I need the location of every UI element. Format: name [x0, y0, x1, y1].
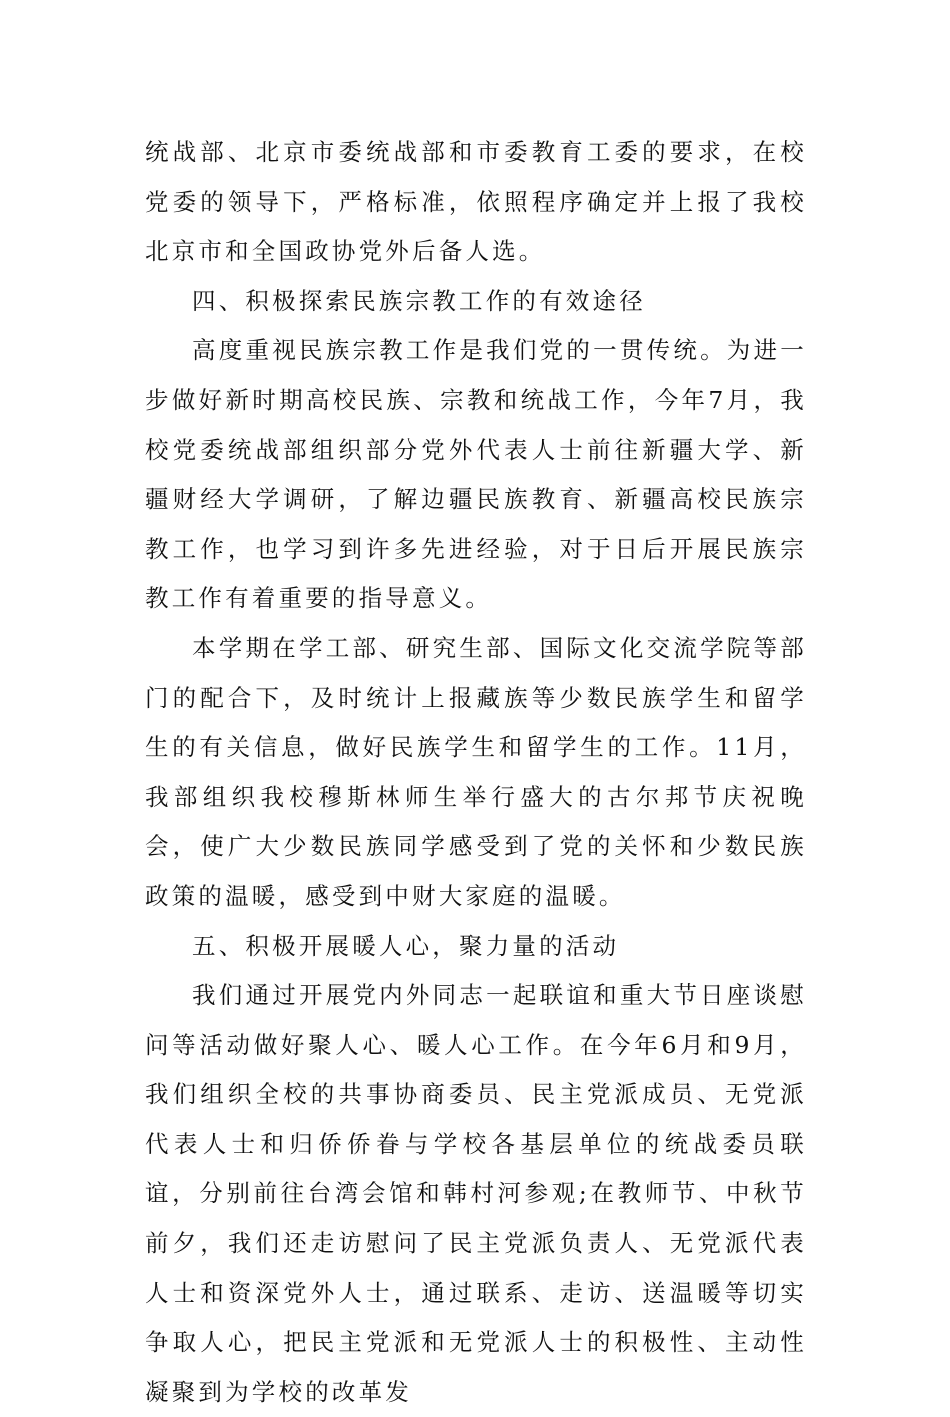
- paragraph-continuation: 统战部、北京市委统战部和市委教育工委的要求，在校党委的领导下，严格标准，依照程序确定并上报了我校北京市和全国政协党外后备人选。: [145, 138, 807, 266]
- paragraph-outreach-activities: 我们通过开展党内外同志一起联谊和重大节日座谈慰问等活动做好聚人心、暖人心工作。在今年6月和9月，我们组织全校的共事协商委员、民主党派成员、无党派代表人士和归侨侨眷与学校各基层单位的统战委员联谊，分别前往台湾会馆和韩村河参观;在教师节、中秋节前夕，我们还走访慰问了民主党派负责人、无党派代表人士和资深党外人士，通过联系、走访、送温暖等切实争取人心，把民主党派和无党派人士的积极性、主动性凝聚到为学校的改革发: [145, 981, 807, 1406]
- paragraph-ethnic-religious-work: 高度重视民族宗教工作是我们党的一贯传统。为进一步做好新时期高校民族、宗教和统战工作，今年7月，我校党委统战部组织部分党外代表人士前往新疆大学、新疆财经大学调研，了解边疆民族教育、新疆高校民族宗教工作，也学习到许多先进经验，对于日后开展民族宗教工作有着重要的指导意义。: [145, 336, 807, 613]
- paragraph-ethnic-students: 本学期在学工部、研究生部、国际文化交流学院等部门的配合下，及时统计上报藏族等少数民族学生和留学生的有关信息，做好民族学生和留学生的工作。11月，我部组织我校穆斯林师生举行盛大的古尔邦节庆祝晚会，使广大少数民族同学感受到了党的关怀和少数民族政策的温暖，感受到中财大家庭的温暖。: [145, 633, 807, 910]
- document-page: [145, 128, 807, 1417]
- section-heading-four: 四、积极探索民族宗教工作的有效途径: [192, 286, 646, 315]
- section-heading-five: 五、积极开展暖人心，聚力量的活动: [192, 931, 620, 960]
